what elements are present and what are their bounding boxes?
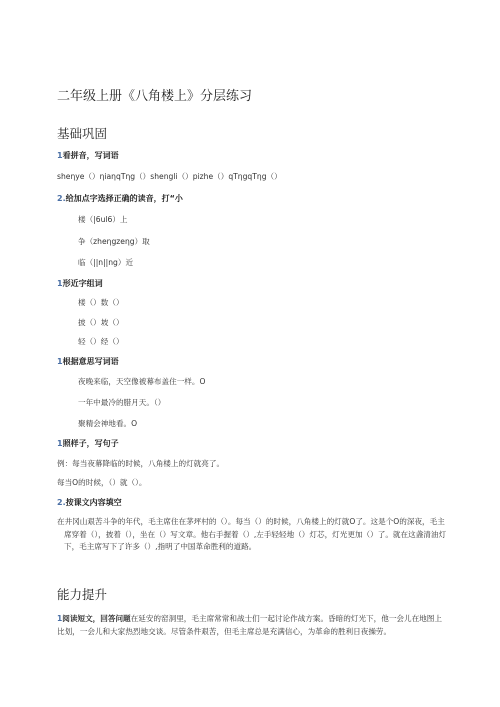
question-number: 1 xyxy=(57,357,63,366)
question-4-heading xyxy=(57,356,119,367)
question-3-heading xyxy=(57,278,103,289)
question-6-heading xyxy=(57,497,122,508)
question-label: 阅读短文，回答问题 xyxy=(62,614,131,623)
question-number: 1 xyxy=(57,279,63,288)
pronunciation-item: 楼（|6ul6）上 xyxy=(78,215,128,224)
question-number: 2. xyxy=(57,498,66,507)
question-label: 看拼音，写词语 xyxy=(62,151,119,160)
question-label: 根据意思写词语 xyxy=(62,357,119,366)
pronunciation-item: 临（||n||ng）近 xyxy=(78,258,134,267)
question-2-heading xyxy=(57,193,183,204)
section-title-advanced: 能力提升 xyxy=(57,587,108,602)
word-group-item: 披（）坡（） xyxy=(78,318,124,327)
question-label: 形近字组词 xyxy=(62,279,103,288)
section-title-basic: 基础巩固 xyxy=(57,126,108,141)
fill-in-paragraph: 在井冈山艰苦斗争的年代，毛主席住在茅坪村的（）。每当（）的时候，八角楼上的灯就O了。这是个O的深夜，毛主席穿着（），披着（），坐在（）写文章。他右手握着（）,左手轻轻地（）灯芯，灯光更加（）了。就在这盏清油灯下，毛主席写下了许多（）,指明了中国革命胜利的道路。 xyxy=(57,517,447,551)
example-sentence: 例：每当夜幕降临的时候，八角楼上的灯就亮了。 xyxy=(57,459,225,468)
pinyin-line: sheηye（）ηiaηqTηg（）shengli（）pizhe（）qTηgqTηg（） xyxy=(57,172,282,181)
question-number: 1 xyxy=(57,439,63,448)
question-5-heading xyxy=(57,438,119,449)
question-1-heading xyxy=(57,150,119,161)
question-label: 照样子，写句子 xyxy=(62,439,119,448)
page-title: 二年级上册《八角楼上》分层练习 xyxy=(57,89,253,104)
question-number: 1 xyxy=(57,614,63,623)
question-label: 按课文内容填空 xyxy=(65,498,122,507)
question-number: 2. xyxy=(57,194,66,203)
pronunciation-item: 争（zheηgzeηg）取 xyxy=(78,237,150,246)
reading-question xyxy=(57,613,442,638)
question-number: 1 xyxy=(57,151,63,160)
fill-sentence: 每当O的时候，（）就（）。 xyxy=(57,478,147,487)
meaning-item: 夜晚来临，天空像被幕布盖住一样。O xyxy=(78,377,206,386)
reading-passage: 在延安的窑洞里，毛主席常常和战士们一起讨论作战方案。昏暗的灯光下，他一会儿在地图上比划，一会儿和大家热烈地交谈。尽管条件艰苦，但毛主席总是充满信心，为革命的胜利日夜操劳。 xyxy=(57,614,442,636)
meaning-item: 一年中最冷的腊月天。（） xyxy=(78,398,166,407)
word-group-item: 楼（）数（） xyxy=(78,298,124,307)
question-label: 给加点字选择正确的读音，打“小 xyxy=(65,194,183,203)
meaning-item: 聚精会神地看。O xyxy=(78,419,138,428)
word-group-item: 轻（）经（） xyxy=(78,337,124,346)
